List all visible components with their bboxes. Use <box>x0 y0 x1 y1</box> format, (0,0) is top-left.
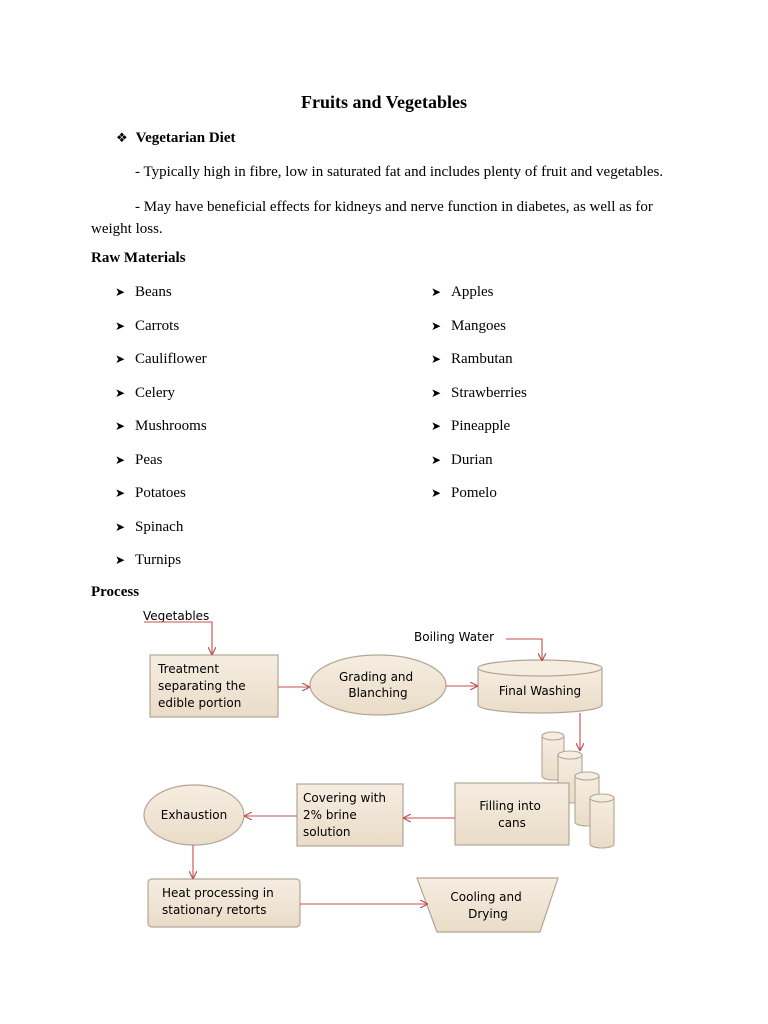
filling-line-2: cans <box>498 816 526 830</box>
covering-line-1: Covering with <box>303 791 386 805</box>
step-heat-processing <box>148 879 300 927</box>
fruit-list <box>431 281 527 516</box>
fruit-item <box>431 449 527 483</box>
diamond-bullet-icon: ❖ <box>116 131 128 146</box>
arrow-bullet-icon: ➤ <box>115 452 126 467</box>
arrow-bullet-icon: ➤ <box>431 486 442 500</box>
cooling-line-2: Drying <box>468 907 508 921</box>
fruit-item <box>431 482 527 516</box>
vegetable-item-label: Beans <box>135 284 172 300</box>
fruit-item-label: Apples <box>451 284 494 300</box>
heat-line-2: stationary retorts <box>162 903 267 917</box>
vegetable-item-label: Celery <box>135 384 175 401</box>
fruit-item <box>431 281 527 315</box>
covering-line-2: 2% brine <box>303 808 357 822</box>
vegetables-input-label: Vegetables <box>143 609 210 623</box>
arrow-bullet-icon: ➤ <box>431 352 442 366</box>
diet-point-1: - Typically high in fibre, low in saturated fat and includes plenty of fruit and vegetables. <box>135 164 664 180</box>
arrow-water-to-washing <box>506 639 542 660</box>
process-heading: Process <box>91 584 140 600</box>
treatment-line-2: separating the <box>158 679 246 693</box>
vegetable-list <box>115 281 207 583</box>
arrow-bullet-icon: ➤ <box>431 318 442 333</box>
vegetable-item-label: Cauliflower <box>135 351 207 367</box>
fruit-item-label: Pineapple <box>451 418 511 434</box>
can-4 <box>590 794 614 848</box>
covering-line-3: solution <box>303 825 351 839</box>
grading-line-2: Blanching <box>348 686 408 700</box>
treatment-line-3: edible portion <box>158 696 242 710</box>
vegetable-item-label: Spinach <box>135 518 184 535</box>
vegetable-item-label: Carrots <box>135 317 180 334</box>
arrow-bullet-icon: ➤ <box>115 352 126 366</box>
heat-line-1: Heat processing in <box>162 886 274 900</box>
vegetable-item-label: Potatoes <box>135 485 186 501</box>
step-final-washing <box>478 660 602 713</box>
grading-line-1: Grading and <box>339 670 414 684</box>
arrow-bullet-icon: ➤ <box>431 419 442 433</box>
vegetable-item <box>115 382 207 416</box>
vegetable-item <box>115 315 207 349</box>
arrow-bullet-icon: ➤ <box>115 419 126 433</box>
fruit-item-label: Rambutan <box>451 351 513 367</box>
step-treatment <box>150 655 278 717</box>
vegetable-item-label: Peas <box>135 451 163 468</box>
step-covering-brine <box>297 784 403 846</box>
fruit-item-label: Pomelo <box>451 485 497 501</box>
arrow-bullet-icon: ➤ <box>115 285 126 299</box>
fruit-item-label: Durian <box>451 451 493 468</box>
arrow-bullet-icon: ➤ <box>115 486 126 500</box>
vegetable-item <box>115 415 207 449</box>
process-flowchart <box>0 600 768 940</box>
arrow-bullet-icon: ➤ <box>431 385 442 400</box>
step-exhaustion <box>144 785 244 845</box>
treatment-line-1: Treatment <box>158 662 220 676</box>
fruit-item <box>431 382 527 416</box>
step-cooling-drying <box>417 878 558 932</box>
fruit-item <box>431 415 527 449</box>
step-grading-blanching <box>310 655 446 715</box>
raw-materials-heading: Raw Materials <box>91 250 186 266</box>
vegetable-item <box>115 348 207 382</box>
cooling-line-1: Cooling and <box>450 890 522 904</box>
vegetable-item <box>115 449 207 483</box>
arrow-bullet-icon: ➤ <box>115 385 126 400</box>
fruit-item-label: Mangoes <box>451 317 506 334</box>
arrow-bullet-icon: ➤ <box>431 285 442 299</box>
arrow-bullet-icon: ➤ <box>115 553 126 567</box>
diet-heading-text: Vegetarian Diet <box>135 130 236 146</box>
fruit-item <box>431 315 527 349</box>
page-title: Fruits and Vegetables <box>300 92 468 112</box>
arrow-bullet-icon: ➤ <box>115 519 126 534</box>
arrow-bullet-icon: ➤ <box>431 452 442 467</box>
step-filling-cans <box>455 783 569 845</box>
final-washing-label: Final Washing <box>498 684 582 698</box>
arrow-vegetables-to-treatment <box>144 622 212 654</box>
vegetable-item-label: Mushrooms <box>135 418 207 434</box>
arrow-bullet-icon: ➤ <box>115 318 126 333</box>
filling-line-1: Filling into <box>479 799 541 813</box>
vegetable-item <box>115 516 207 550</box>
boiling-water-input-label: Boiling Water <box>414 630 495 644</box>
diet-heading <box>116 130 236 147</box>
fruit-item <box>431 348 527 382</box>
fruit-item-label: Strawberries <box>451 384 527 401</box>
diet-point-2: - May have beneficial effects for kidneys and nerve function in diabetes, as well as for weight loss. <box>91 199 653 237</box>
vegetable-item-label: Turnips <box>135 552 182 568</box>
exhaustion-label: Exhaustion <box>160 808 228 822</box>
vegetable-item <box>115 549 207 583</box>
vegetable-item <box>115 281 207 315</box>
vegetable-item <box>115 482 207 516</box>
